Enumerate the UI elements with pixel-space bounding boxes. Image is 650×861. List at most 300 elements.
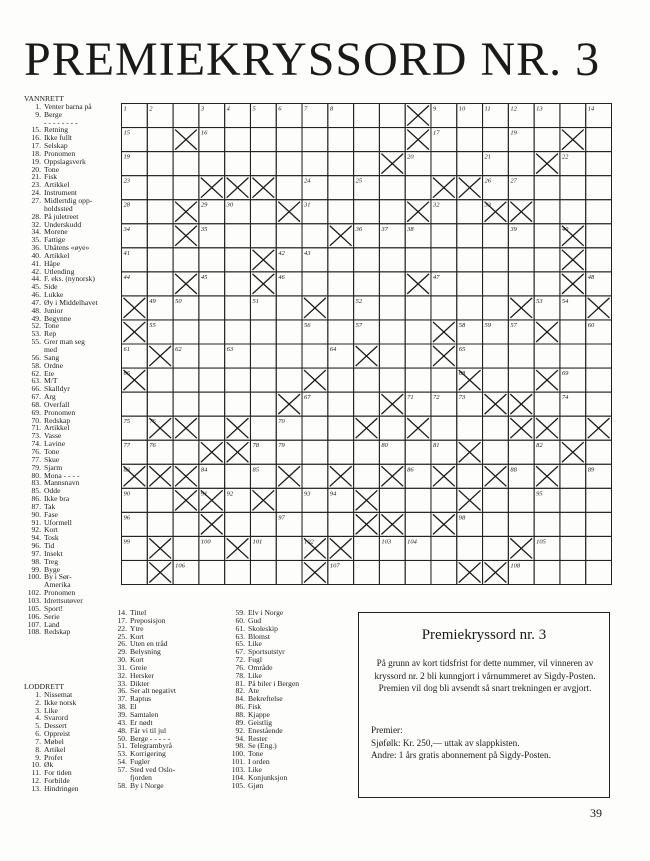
- blocked-cell: [562, 130, 584, 150]
- grid-cell[interactable]: [586, 248, 612, 272]
- cell-number: 62: [175, 346, 182, 353]
- grid-cell[interactable]: [225, 560, 251, 584]
- grid-cell[interactable]: [225, 296, 251, 320]
- grid-cell[interactable]: [508, 152, 534, 176]
- grid-cell[interactable]: [405, 560, 431, 584]
- cell-number: 74: [561, 394, 569, 402]
- blocked-cell: [433, 466, 455, 486]
- clue-number: 105.: [231, 780, 245, 790]
- grid-cell[interactable]: [379, 344, 405, 368]
- grid-cell[interactable]: [354, 248, 380, 272]
- blocked-cell: [252, 274, 274, 294]
- clue-number: 44.: [31, 274, 41, 284]
- grid-cell[interactable]: [586, 440, 612, 464]
- grid-cell[interactable]: [276, 224, 302, 248]
- grid-cell[interactable]: [560, 200, 586, 224]
- grid-cell[interactable]: [457, 224, 483, 248]
- grid-cell[interactable]: [173, 104, 199, 128]
- clue-number: 98.: [235, 741, 245, 751]
- clue-number: 100.: [27, 572, 41, 582]
- cell-number: 51: [252, 297, 259, 305]
- clue-number: 85.: [31, 486, 41, 496]
- grid-cell[interactable]: [534, 512, 560, 536]
- clue-text: Ikke bra: [44, 494, 70, 504]
- cell-number: 92: [226, 490, 234, 498]
- clue-number: 87.: [31, 501, 41, 511]
- grid-cell[interactable]: [147, 392, 173, 416]
- grid-cell[interactable]: [147, 512, 173, 536]
- grid-cell[interactable]: [586, 224, 612, 248]
- grid-cell[interactable]: [328, 248, 354, 272]
- grid-cell[interactable]: [457, 536, 483, 560]
- grid-cell[interactable]: [483, 128, 509, 152]
- clue-number: 53.: [117, 749, 127, 759]
- grid-cell[interactable]: [173, 536, 199, 560]
- grid-cell[interactable]: [483, 488, 509, 512]
- cell-number: 22: [561, 153, 569, 161]
- clue-number: 50.: [117, 733, 127, 743]
- grid-cell[interactable]: [586, 392, 612, 416]
- grid-cell[interactable]: [508, 344, 534, 368]
- clue-number: 69.: [31, 407, 41, 417]
- clue-number: 39.: [117, 709, 127, 719]
- grid-cell[interactable]: [457, 416, 483, 440]
- grid-cell[interactable]: [379, 488, 405, 512]
- grid-cell[interactable]: [147, 128, 173, 152]
- grid-cell[interactable]: [328, 416, 354, 440]
- grid-cell[interactable]: [147, 176, 173, 200]
- grid-cell[interactable]: [147, 224, 173, 248]
- grid-cell[interactable]: [508, 368, 534, 392]
- grid-cell[interactable]: [302, 464, 328, 488]
- grid-cell[interactable]: [431, 536, 457, 560]
- grid-cell[interactable]: [534, 392, 560, 416]
- grid-cell[interactable]: [250, 344, 276, 368]
- grid-cell[interactable]: [173, 176, 199, 200]
- grid-cell[interactable]: [379, 560, 405, 584]
- grid-cell[interactable]: [483, 416, 509, 440]
- clue-text: Møbel: [44, 736, 64, 746]
- grid-cell[interactable]: [225, 128, 251, 152]
- grid-cell[interactable]: [508, 248, 534, 272]
- blocked-cell: [304, 298, 326, 318]
- cell-number: 67: [304, 394, 311, 402]
- grid-cell[interactable]: [250, 560, 276, 584]
- grid-cell[interactable]: [250, 152, 276, 176]
- clue-number: 23.: [31, 180, 41, 190]
- clue-number: 71.: [31, 423, 41, 433]
- clue-text: Tittel: [130, 608, 147, 617]
- grid-cell[interactable]: [328, 296, 354, 320]
- grid-cell[interactable]: [250, 512, 276, 536]
- grid-cell[interactable]: [483, 344, 509, 368]
- grid-cell[interactable]: [328, 200, 354, 224]
- grid-cell[interactable]: [302, 416, 328, 440]
- cell-number: 55: [149, 321, 156, 329]
- grid-cell[interactable]: [302, 224, 328, 248]
- grid-cell[interactable]: [147, 152, 173, 176]
- grid-cell[interactable]: [560, 512, 586, 536]
- grid-cell[interactable]: [586, 344, 612, 368]
- grid-cell[interactable]: [586, 536, 612, 560]
- cell-number: 72: [432, 394, 440, 402]
- clue-number: 5.: [35, 721, 41, 731]
- grid-cell[interactable]: [534, 344, 560, 368]
- grid-cell[interactable]: [457, 128, 483, 152]
- grid-cell[interactable]: [328, 440, 354, 464]
- grid-cell[interactable]: [457, 248, 483, 272]
- grid-cell[interactable]: [534, 560, 560, 584]
- grid-cell[interactable]: [379, 128, 405, 152]
- grid-cell[interactable]: [250, 224, 276, 248]
- grid-cell[interactable]: [199, 296, 225, 320]
- cell-number: 6: [278, 105, 282, 113]
- grid-cell[interactable]: [250, 200, 276, 224]
- cell-number: 57: [355, 321, 363, 329]
- grid-cell[interactable]: [173, 152, 199, 176]
- grid-cell[interactable]: [431, 560, 457, 584]
- cell-number: 108: [510, 562, 521, 570]
- grid-cell[interactable]: [328, 392, 354, 416]
- grid-cell[interactable]: [225, 320, 251, 344]
- cell-number: 102: [304, 538, 314, 546]
- cell-number: 5: [252, 105, 256, 113]
- grid-cell[interactable]: [379, 104, 405, 128]
- cell-number: 54: [561, 297, 569, 305]
- grid-cell[interactable]: [379, 296, 405, 320]
- grid-cell[interactable]: [534, 200, 560, 224]
- notice-box: [358, 612, 610, 798]
- clue-number: 106.: [27, 611, 41, 621]
- grid-cell[interactable]: [147, 488, 173, 512]
- grid-cell[interactable]: [354, 128, 380, 152]
- grid-cell[interactable]: [276, 560, 302, 584]
- grid-cell[interactable]: [199, 152, 225, 176]
- grid-cell[interactable]: [508, 440, 534, 464]
- grid-cell[interactable]: [302, 128, 328, 152]
- grid-cell[interactable]: [276, 296, 302, 320]
- cell-number: 47: [432, 273, 440, 281]
- grid-cell[interactable]: [534, 248, 560, 272]
- grid-cell[interactable]: [250, 416, 276, 440]
- cell-number: 80: [381, 442, 388, 450]
- grid-cell[interactable]: [354, 152, 380, 176]
- grid-cell[interactable]: [457, 152, 483, 176]
- grid-cell[interactable]: [147, 272, 173, 296]
- grid-cell[interactable]: [586, 560, 612, 584]
- grid-cell[interactable]: [354, 392, 380, 416]
- grid-cell[interactable]: [328, 152, 354, 176]
- grid-cell[interactable]: [173, 248, 199, 272]
- cell-number: 19: [510, 129, 517, 137]
- clue-text: holdssted: [44, 203, 73, 213]
- clue-text: Fisk: [248, 702, 262, 712]
- grid-cell[interactable]: [122, 392, 148, 416]
- grid-cell[interactable]: [405, 488, 431, 512]
- clue-text: Lavine: [44, 439, 66, 449]
- grid-cell[interactable]: [328, 272, 354, 296]
- grid-cell[interactable]: [225, 368, 251, 392]
- grid-cell[interactable]: [225, 512, 251, 536]
- grid-cell[interactable]: [354, 272, 380, 296]
- grid-cell[interactable]: [354, 440, 380, 464]
- blocked-cell: [536, 466, 558, 486]
- grid-cell[interactable]: [431, 248, 457, 272]
- grid-cell[interactable]: [560, 560, 586, 584]
- grid-cell[interactable]: [199, 560, 225, 584]
- grid-cell[interactable]: [302, 512, 328, 536]
- grid-cell[interactable]: [508, 488, 534, 512]
- clue-number: 55.: [31, 337, 41, 347]
- grid-cell[interactable]: [405, 368, 431, 392]
- cell-number: 37: [381, 225, 388, 233]
- grid-cell[interactable]: [225, 248, 251, 272]
- clue-number: 60.: [235, 615, 245, 625]
- grid-cell[interactable]: [354, 368, 380, 392]
- grid-cell[interactable]: [457, 464, 483, 488]
- grid-cell[interactable]: [225, 152, 251, 176]
- blocked-cell: [149, 346, 171, 366]
- clue-number: 31.: [117, 662, 127, 672]
- grid-cell[interactable]: [560, 320, 586, 344]
- clue-text: Enestående: [248, 725, 283, 735]
- clue-number: 61.: [235, 623, 245, 633]
- clue-number: 38.: [117, 702, 127, 712]
- cell-number: 35: [200, 225, 208, 233]
- grid-cell[interactable]: [405, 176, 431, 200]
- grid-cell[interactable]: [586, 128, 612, 152]
- clue-number: 14.: [117, 608, 127, 617]
- grid-cell[interactable]: [560, 536, 586, 560]
- grid-cell[interactable]: [586, 368, 612, 392]
- clue-text: Forbilde: [44, 776, 70, 786]
- clue-item: [110, 782, 176, 790]
- grid-cell[interactable]: [405, 512, 431, 536]
- cell-number: 88: [510, 466, 517, 474]
- cell-number: 89: [587, 466, 595, 474]
- grid-cell[interactable]: [379, 368, 405, 392]
- clue-text: Byge: [44, 564, 61, 574]
- grid-cell[interactable]: [173, 512, 199, 536]
- grid-cell[interactable]: [483, 296, 509, 320]
- grid-cell[interactable]: [560, 176, 586, 200]
- grid-cell[interactable]: [560, 416, 586, 440]
- grid-cell[interactable]: [457, 296, 483, 320]
- grid-cell[interactable]: [122, 560, 148, 584]
- grid-cell[interactable]: [250, 320, 276, 344]
- grid-cell[interactable]: [405, 344, 431, 368]
- cell-number: 43: [304, 249, 311, 257]
- clue-text: Berge: [44, 109, 62, 119]
- grid-cell[interactable]: [560, 488, 586, 512]
- grid-cell[interactable]: [276, 536, 302, 560]
- grid-cell[interactable]: [508, 512, 534, 536]
- clue-number: 16.: [31, 133, 41, 143]
- clue-text: Instrument: [44, 188, 77, 198]
- clue-number: 89.: [235, 717, 245, 727]
- grid-cell[interactable]: [328, 368, 354, 392]
- grid-cell[interactable]: [431, 152, 457, 176]
- across-clues: [24, 95, 98, 636]
- grid-cell[interactable]: [302, 272, 328, 296]
- grid-cell[interactable]: [483, 512, 509, 536]
- grid-cell[interactable]: [250, 128, 276, 152]
- clue-number: 104.: [231, 772, 245, 782]
- grid-cell[interactable]: [199, 344, 225, 368]
- grid-cell[interactable]: [560, 464, 586, 488]
- grid-cell[interactable]: [379, 320, 405, 344]
- clue-text: Selskap: [44, 141, 68, 151]
- clue-number: 100.: [231, 749, 245, 759]
- blocked-cell: [227, 538, 249, 558]
- grid-cell[interactable]: [483, 536, 509, 560]
- grid-cell[interactable]: [302, 344, 328, 368]
- grid-cell[interactable]: [250, 368, 276, 392]
- blocked-cell: [407, 202, 429, 222]
- grid-cell[interactable]: [431, 488, 457, 512]
- clue-number: 6.: [35, 729, 41, 739]
- clue-number: 10.: [31, 760, 41, 770]
- grid-cell[interactable]: [586, 152, 612, 176]
- clue-number: 80.: [31, 470, 41, 480]
- clue-number: 66.: [31, 384, 41, 394]
- cell-number: 82: [536, 442, 543, 450]
- grid-cell[interactable]: [328, 320, 354, 344]
- grid-cell[interactable]: [250, 392, 276, 416]
- blocked-cell: [536, 322, 558, 342]
- grid-cell[interactable]: [328, 512, 354, 536]
- grid-cell[interactable]: [173, 392, 199, 416]
- clue-text: fjorden: [130, 772, 152, 782]
- grid-cell[interactable]: [457, 272, 483, 296]
- grid-cell[interactable]: [173, 440, 199, 464]
- grid-cell[interactable]: [199, 320, 225, 344]
- grid-cell[interactable]: [302, 152, 328, 176]
- grid-cell[interactable]: [354, 200, 380, 224]
- cell-number: 48: [587, 273, 595, 281]
- grid-cell[interactable]: [147, 368, 173, 392]
- clue-text: Berge - - - - -: [130, 733, 171, 743]
- crossword-grid[interactable]: [121, 103, 612, 585]
- grid-cell[interactable]: [199, 392, 225, 416]
- grid-cell[interactable]: [379, 248, 405, 272]
- grid-cell[interactable]: [302, 440, 328, 464]
- clue-text: Begynne: [44, 313, 71, 323]
- blocked-cell: [536, 154, 558, 174]
- grid-cell[interactable]: [225, 272, 251, 296]
- cell-number: 63: [226, 346, 234, 353]
- grid-cell[interactable]: [276, 320, 302, 344]
- grid-cell[interactable]: [276, 368, 302, 392]
- clue-text: Profet: [44, 752, 63, 762]
- grid-cell[interactable]: [354, 104, 380, 128]
- grid-cell[interactable]: [173, 320, 199, 344]
- grid-cell[interactable]: [534, 128, 560, 152]
- grid-cell[interactable]: [276, 152, 302, 176]
- grid-cell[interactable]: [483, 248, 509, 272]
- grid-cell[interactable]: [147, 200, 173, 224]
- blocked-cell: [175, 490, 197, 510]
- grid-cell[interactable]: [199, 248, 225, 272]
- grid-cell[interactable]: [276, 176, 302, 200]
- clue-number: 36.: [117, 686, 127, 696]
- grid-cell[interactable]: [560, 104, 586, 128]
- grid-cell[interactable]: [534, 176, 560, 200]
- grid-cell[interactable]: [534, 224, 560, 248]
- grid-cell[interactable]: [379, 200, 405, 224]
- grid-cell[interactable]: [431, 368, 457, 392]
- grid-cell[interactable]: [276, 128, 302, 152]
- grid-cell[interactable]: [431, 296, 457, 320]
- grid-cell[interactable]: [483, 272, 509, 296]
- grid-cell[interactable]: [483, 440, 509, 464]
- grid-cell[interactable]: [173, 368, 199, 392]
- grid-cell[interactable]: [586, 200, 612, 224]
- grid-cell[interactable]: [560, 344, 586, 368]
- grid-cell[interactable]: [276, 344, 302, 368]
- grid-cell[interactable]: [534, 272, 560, 296]
- clue-number: 67.: [235, 647, 245, 657]
- grid-cell[interactable]: [225, 392, 251, 416]
- cell-number: 40: [561, 225, 569, 233]
- clue-text: Se (Eng.): [248, 741, 277, 751]
- grid-cell[interactable]: [354, 560, 380, 584]
- blocked-cell: [588, 298, 610, 318]
- grid-cell[interactable]: [405, 440, 431, 464]
- clue-number: 52.: [31, 321, 41, 331]
- clue-number: 17.: [31, 141, 41, 151]
- grid-cell[interactable]: [508, 272, 534, 296]
- grid-cell[interactable]: [276, 488, 302, 512]
- clue-text: Grer man seg: [44, 337, 85, 347]
- grid-cell[interactable]: [431, 416, 457, 440]
- grid-cell[interactable]: [405, 248, 431, 272]
- grid-cell[interactable]: [586, 488, 612, 512]
- grid-cell[interactable]: [147, 248, 173, 272]
- clue-number: 26.: [117, 639, 127, 649]
- down-clues-col1: [24, 683, 79, 793]
- clue-text: Pronomen: [44, 407, 76, 417]
- grid-cell[interactable]: [354, 464, 380, 488]
- grid-cell[interactable]: [431, 224, 457, 248]
- grid-cell[interactable]: [586, 512, 612, 536]
- grid-cell[interactable]: [225, 224, 251, 248]
- grid-cell[interactable]: [354, 536, 380, 560]
- cell-number: 7: [304, 105, 308, 113]
- grid-cell[interactable]: [483, 368, 509, 392]
- grid-cell[interactable]: [199, 416, 225, 440]
- clue-number: 2.: [35, 697, 41, 707]
- cell-number: 100: [200, 538, 211, 546]
- clue-number: 81.: [235, 678, 245, 688]
- grid-cell[interactable]: [405, 320, 431, 344]
- cell-number: 59: [484, 321, 492, 329]
- grid-cell[interactable]: [199, 368, 225, 392]
- grid-cell[interactable]: [379, 272, 405, 296]
- grid-cell[interactable]: [328, 176, 354, 200]
- clue-number: 47.: [31, 297, 41, 307]
- grid-cell[interactable]: [225, 464, 251, 488]
- grid-cell[interactable]: [483, 224, 509, 248]
- clue-text: Mona - - - -: [44, 470, 80, 480]
- grid-cell[interactable]: [379, 416, 405, 440]
- grid-cell[interactable]: [328, 128, 354, 152]
- clue-number: 103.: [231, 764, 245, 774]
- grid-cell[interactable]: [405, 296, 431, 320]
- grid-cell[interactable]: [379, 176, 405, 200]
- grid-cell[interactable]: [586, 176, 612, 200]
- grid-cell[interactable]: [457, 200, 483, 224]
